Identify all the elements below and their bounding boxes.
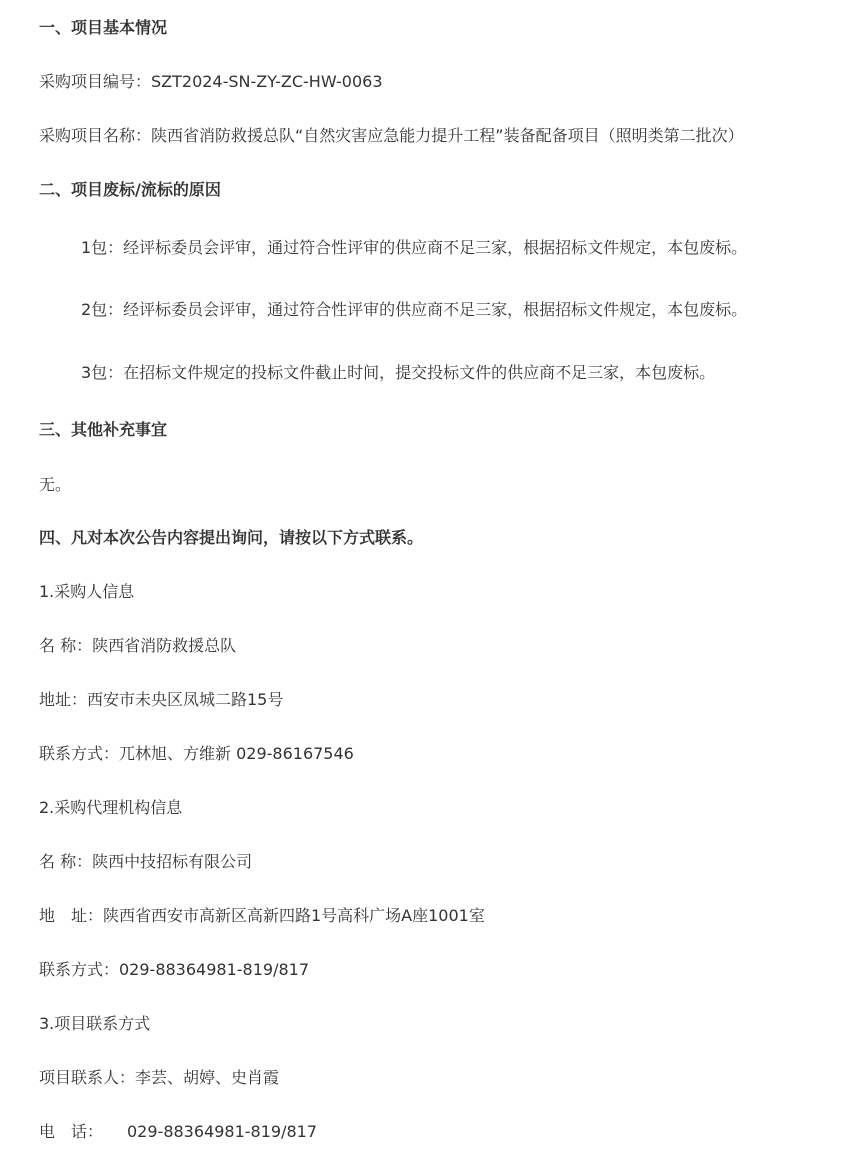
agency-contact: 联系方式：029-88364981-819/817 xyxy=(39,960,309,979)
section1-heading: 一、项目基本情况 xyxy=(39,18,168,37)
package-3-reason: 3包：在招标文件规定的投标文件截止时间，提交投标文件的供应商不足三家，本包废标。 xyxy=(81,363,716,382)
section2-heading: 二、项目废标/流标的原因 xyxy=(39,180,221,199)
project-contact-phone: 电 话： 029-88364981-819/817 xyxy=(39,1122,317,1141)
purchaser-contact: 联系方式：兀林旭、方维新 029-86167546 xyxy=(39,744,354,763)
project-contact-title: 3.项目联系方式 xyxy=(39,1014,151,1033)
section4-heading: 四、凡对本次公告内容提出询问，请按以下方式联系。 xyxy=(39,528,424,547)
purchaser-title: 1.采购人信息 xyxy=(39,582,135,601)
agency-name: 名 称：陕西中技招标有限公司 xyxy=(39,852,253,871)
purchaser-name: 名 称：陕西省消防救援总队 xyxy=(39,636,237,655)
project-name: 采购项目名称：陕西省消防救援总队“自然灾害应急能力提升工程”装备配备项目（照明类第二批次） xyxy=(39,126,744,145)
section3-heading: 三、其他补充事宜 xyxy=(39,420,168,439)
purchaser-address: 地址：西安市未央区凤城二路15号 xyxy=(39,690,284,709)
project-number: 采购项目编号：SZT2024-SN-ZY-ZC-HW-0063 xyxy=(39,72,383,91)
agency-address: 地 址：陕西省西安市高新区高新四路1号高科广场A座1001室 xyxy=(39,906,485,925)
section3-body: 无。 xyxy=(39,475,72,494)
project-contact-persons: 项目联系人：李芸、胡婷、史肖霞 xyxy=(39,1068,280,1087)
agency-title: 2.采购代理机构信息 xyxy=(39,798,183,817)
package-1-reason: 1包：经评标委员会评审，通过符合性评审的供应商不足三家，根据招标文件规定，本包废标。 xyxy=(81,238,748,257)
package-2-reason: 2包：经评标委员会评审，通过符合性评审的供应商不足三家，根据招标文件规定，本包废标。 xyxy=(81,300,748,319)
